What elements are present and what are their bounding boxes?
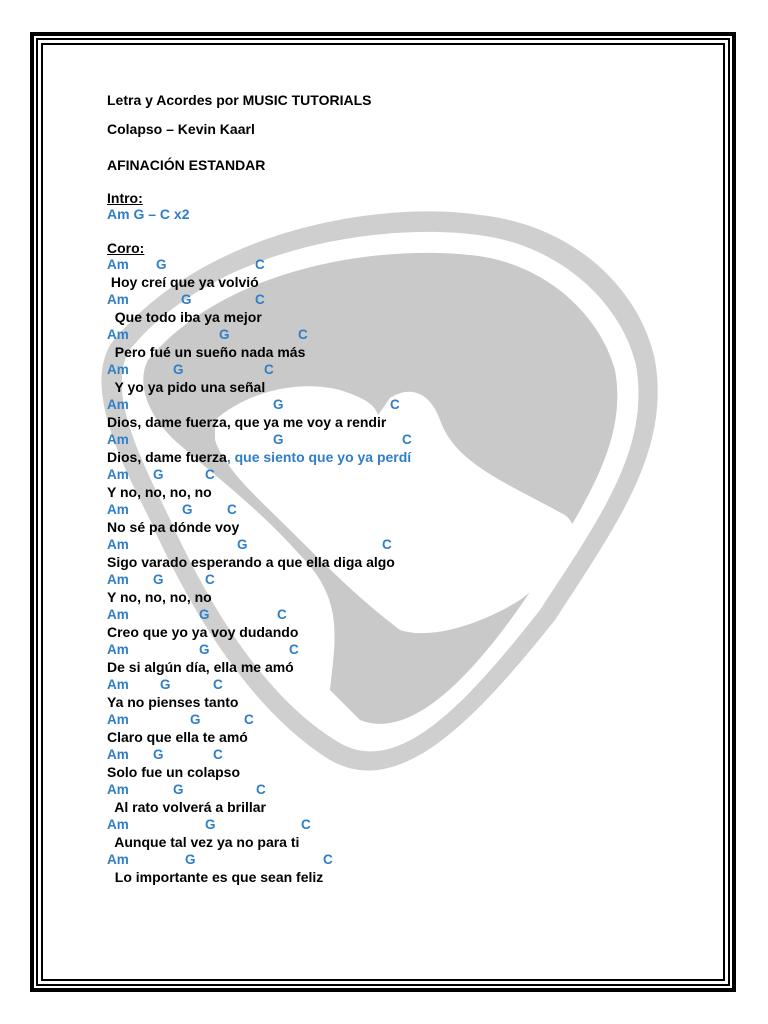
chord-line [107,781,667,798]
chord: C [382,537,392,552]
chord: C [323,852,333,867]
chord-line [107,501,667,518]
lyric-text: Que todo iba ya mejor [107,309,262,325]
chord-line [107,466,667,483]
lyric-text: Y no, no, no, no [107,589,212,605]
lyric-text: Dios, dame fuerza, que ya me voy a rendir [107,414,387,430]
chord: C [277,607,287,622]
lyric-line [107,448,667,466]
lyric-text: Y yo ya pido una señal [107,379,266,395]
chord: C [256,782,266,797]
chord: G [173,782,184,797]
chord: C [390,397,400,412]
chord: C [255,292,265,307]
chord: Am [107,467,129,482]
chord: Am [107,362,129,377]
chord: G [153,747,164,762]
chord-line [107,361,667,378]
lyric-line [107,658,667,676]
lyric-line [107,483,667,501]
lyric-text-highlight: , que siento que yo ya perdí [226,449,412,465]
chord-line [107,291,667,308]
chord: Am [107,257,129,272]
lyric-text: Sigo varado esperando a que ella diga algo [107,554,395,570]
chorus-title: Coro: [107,240,145,256]
chord: C [298,327,308,342]
chord-line [107,431,667,448]
lyric-line [107,553,667,571]
intro-title: Intro: [107,190,143,206]
lyric-line [107,588,667,606]
lyric-text: Al rato volverá a brillar [107,799,266,815]
chord-line [107,326,667,343]
chord-line [107,711,667,728]
intro-chords: Am G – C x2 [107,206,190,222]
chord: Am [107,817,129,832]
tuning-line: AFINACIÓN ESTANDAR [107,157,266,173]
chorus-lines [107,256,667,886]
chord: G [199,642,210,657]
chord: Am [107,502,129,517]
chord: C [244,712,254,727]
lyric-text: Y no, no, no, no [107,484,212,500]
chord-line [107,571,667,588]
chord-line [107,606,667,623]
chord: G [273,432,284,447]
chord: Am [107,607,129,622]
lyric-line [107,868,667,886]
chord: Am [107,852,129,867]
lyric-line [107,833,667,851]
chord: Am [107,327,129,342]
lyric-line [107,693,667,711]
lyric-line [107,273,667,291]
lyric-text: Aunque tal vez ya no para ti [107,834,300,850]
chord: C [213,747,223,762]
lyric-line [107,623,667,641]
chord: G [237,537,248,552]
chord: Am [107,572,129,587]
lyric-line [107,728,667,746]
chord: C [264,362,274,377]
chord: Am [107,747,129,762]
song-title: Colapso – Kevin Kaarl [107,121,255,137]
chord-line [107,396,667,413]
chord: G [273,397,284,412]
chord: Am [107,782,129,797]
lyric-line [107,308,667,326]
credit-line: Letra y Acordes por MUSIC TUTORIALS [107,92,372,108]
chord: C [205,467,215,482]
lyric-text: De si algún día, ella me amó [107,659,294,675]
lyric-line [107,763,667,781]
chord: Am [107,712,129,727]
lyric-line [107,343,667,361]
lyric-line [107,518,667,536]
chord-line [107,851,667,868]
chord: Am [107,397,129,412]
chord: G [153,572,164,587]
lyric-text: No sé pa dónde voy [107,519,240,535]
chord-line [107,816,667,833]
chord-line [107,676,667,693]
chord: Am [107,292,129,307]
lyric-text: Creo que yo ya voy dudando [107,624,299,640]
lyric-text: Pero fué un sueño nada más [107,344,306,360]
chord: Am [107,677,129,692]
chord: C [255,257,265,272]
lyric-line [107,798,667,816]
chord: Am [107,642,129,657]
chord: G [160,677,171,692]
lyric-text: Claro que ella te amó [107,729,248,745]
chord: C [402,432,412,447]
lyric-text: Hoy creí que ya volvió [107,274,259,290]
chord: G [205,817,216,832]
chord: C [227,502,237,517]
lyric-text: Lo importante es que sean feliz [107,869,324,885]
chord-line [107,256,667,273]
chord: C [205,572,215,587]
lyric-text: Solo fue un colapso [107,764,241,780]
chord-line [107,536,667,553]
lyric-line [107,378,667,396]
song-sheet [107,86,667,886]
chord: Am [107,537,129,552]
lyric-line [107,413,667,431]
chord: C [301,817,311,832]
chord-line [107,746,667,763]
chord: G [173,362,184,377]
chord: G [190,712,201,727]
chord: C [289,642,299,657]
chord: Am [107,432,129,447]
chord: C [213,677,223,692]
lyric-text: Ya no pienses tanto [107,694,239,710]
chord: G [153,467,164,482]
chord: G [182,502,193,517]
chord: G [219,327,230,342]
lyric-text: Dios, dame fuerza [107,449,227,465]
chord: G [199,607,210,622]
chord-line [107,641,667,658]
chord: G [156,257,167,272]
chord: G [181,292,192,307]
chord: G [185,852,196,867]
